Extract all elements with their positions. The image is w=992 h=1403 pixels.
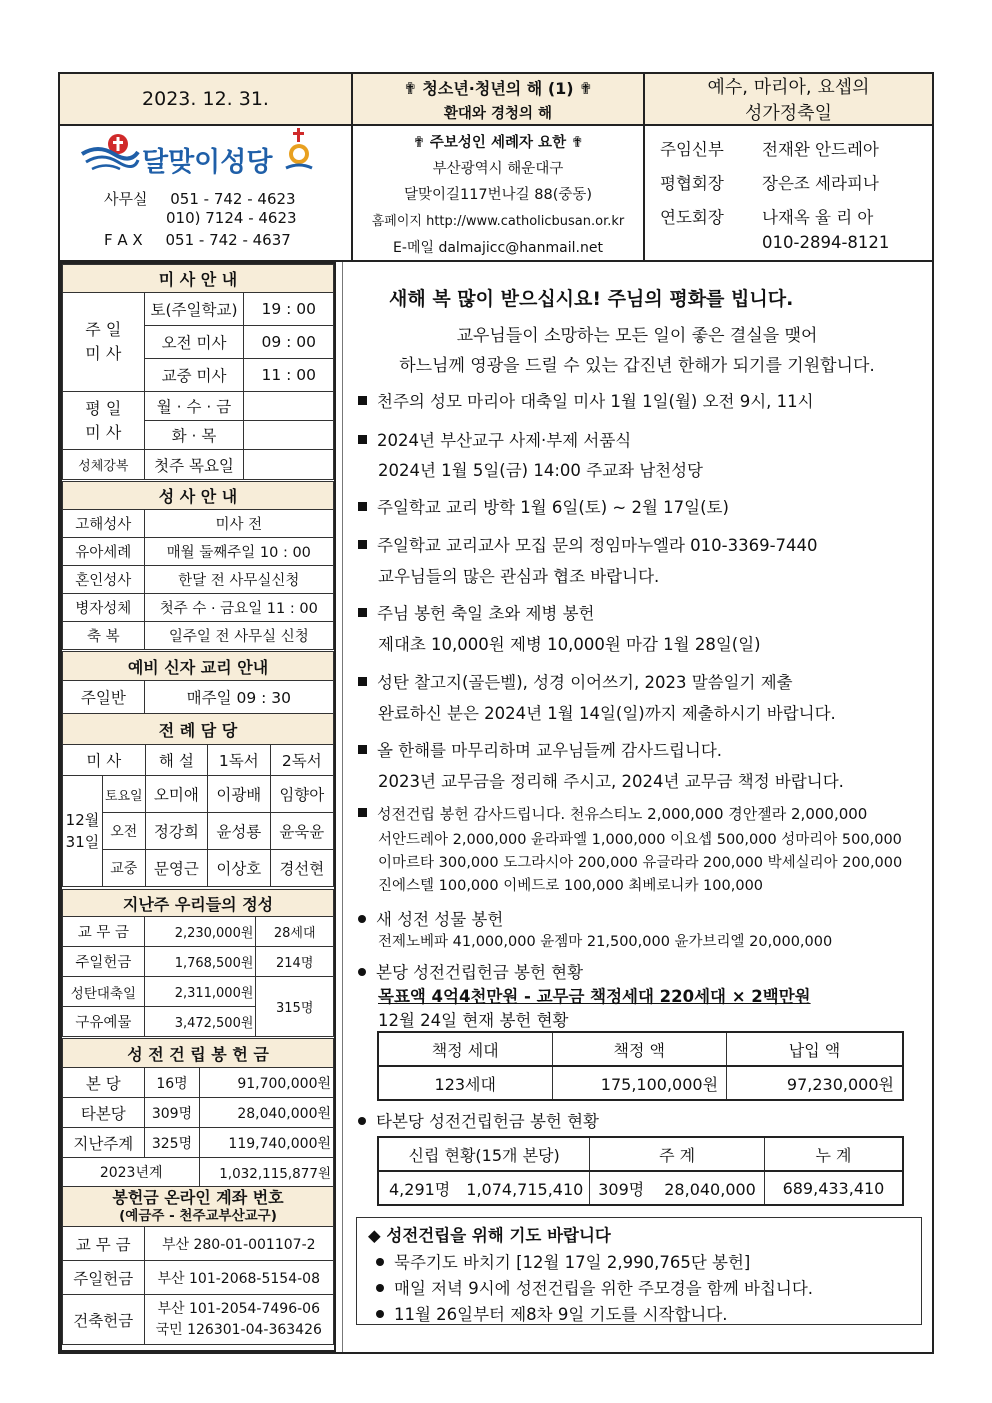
square-bullet-icon bbox=[358, 808, 367, 817]
offering-count: 214명 bbox=[256, 947, 334, 977]
sacrament-name: 축 복 bbox=[63, 622, 145, 650]
fund-value: 97,230,000원 bbox=[727, 1066, 903, 1100]
round-bullet-icon bbox=[376, 1258, 384, 1266]
parish-fund-table bbox=[377, 1031, 904, 1101]
offering-amount: 2,311,000원 bbox=[144, 977, 256, 1007]
year-theme-sub: 환대와 경청의 해 bbox=[443, 105, 553, 122]
adoration-label: 성체강복 bbox=[63, 450, 145, 480]
homepage-link[interactable]: 홈페이지 http://www.catholicbusan.or.kr bbox=[371, 214, 625, 229]
notice-item: 본당 성전건립헌금 봉헌 현황 bbox=[358, 959, 583, 983]
square-bullet-icon bbox=[358, 745, 367, 754]
mass-section-title: 미 사 안 내 bbox=[63, 265, 334, 293]
greeting-line1: 교우님들이 소망하는 모든 일이 좋은 결실을 맺어 bbox=[456, 326, 818, 346]
catechumen-section-title: 예비 신자 교리 안내 bbox=[63, 652, 334, 681]
prayer-item: 묵주기도 바치기 [12월 17일 2,990,765단 봉헌] bbox=[376, 1249, 750, 1273]
round-bullet-icon bbox=[376, 1310, 384, 1318]
greeting-line2: 하느님께 영광을 드릴 수 있는 갑진년 한해가 되기를 기원합니다. bbox=[399, 356, 875, 376]
staff-role: 연도회장 bbox=[660, 208, 724, 227]
staff-role: 평협회장 bbox=[660, 174, 724, 193]
mass-time: 11 : 00 bbox=[244, 359, 334, 392]
offering-name: 주일헌금 bbox=[63, 947, 145, 977]
notice-detail: 2023년 교무금을 정리해 주시고, 2024년 교무금 책정 바랍니다. bbox=[378, 772, 844, 791]
greeting-title: 새해 복 많이 받으십시요! 주님의 평화를 빕니다. bbox=[389, 288, 794, 310]
offering-amount: 3,472,500원 bbox=[144, 1007, 256, 1037]
square-bullet-icon bbox=[358, 502, 367, 511]
building-name: 타본당 bbox=[63, 1098, 145, 1128]
liturgy-reader1: 윤성룡 bbox=[208, 813, 270, 850]
weekday-days: 월 · 수 · 금 bbox=[144, 392, 244, 421]
fund-header: 책정 세대 bbox=[378, 1032, 552, 1066]
liturgy-mass: 교중 bbox=[102, 850, 145, 887]
offering-name: 구유예물 bbox=[63, 1007, 145, 1037]
sunday-mass-label: 주 일 미 사 bbox=[63, 293, 145, 392]
building-name: 지난주계 bbox=[63, 1128, 145, 1158]
notice-item: 성탄 찰고지(골든벨), 성경 이어쓰기, 2023 말씀일기 제출 bbox=[358, 669, 793, 693]
offering-count: 28세대 bbox=[256, 917, 334, 947]
adoration-empty bbox=[244, 450, 334, 480]
other-fund-value: 4,291명 1,074,715,410 bbox=[378, 1171, 590, 1205]
offering-count: 315명 bbox=[256, 977, 334, 1037]
prayer-item: 11월 26일부터 제8차 9일 기도를 시작합니다. bbox=[376, 1301, 728, 1325]
liturgy-header: 해 설 bbox=[145, 745, 207, 776]
address-line1: 부산광역시 해운대구 bbox=[432, 161, 564, 177]
donor-line: 진에스텔 100,000 이베드로 100,000 최베로니카 100,000 bbox=[378, 878, 764, 894]
accounts-section-title: 봉헌금 온라인 계좌 번호 (예금주 - 천주교부산교구) bbox=[63, 1187, 334, 1227]
square-bullet-icon bbox=[358, 396, 367, 405]
staff-phone: 010-2894-8121 bbox=[762, 233, 890, 252]
patron-saint: ✟ 주보성인 세례자 요한 ✟ bbox=[412, 135, 584, 151]
other-parish-fund-table bbox=[377, 1136, 904, 1206]
notice-item: 새 성전 성물 봉헌 bbox=[358, 906, 503, 930]
notice-item: 올 한해를 마무리하며 교우님들께 감사드립니다. bbox=[358, 737, 722, 761]
square-bullet-icon bbox=[358, 540, 367, 549]
liturgy-header: 미 사 bbox=[63, 745, 146, 776]
square-bullet-icon bbox=[358, 435, 367, 444]
notice-detail: 교우님들의 많은 관심과 협조 바랍니다. bbox=[378, 567, 660, 586]
liturgy-reader2: 윤욱윤 bbox=[270, 813, 333, 850]
liturgy-reader2: 임향아 bbox=[270, 776, 333, 813]
parish-name: 달맞이성당 bbox=[142, 147, 273, 178]
square-bullet-icon bbox=[358, 608, 367, 617]
staff-role: 주임신부 bbox=[660, 140, 724, 159]
building-target: 목표액 4억4천만원 - 교무금 책정세대 220세대 × 2백만원 bbox=[378, 987, 811, 1006]
offering-section-title: 지난주 우리들의 정성 bbox=[63, 890, 334, 917]
building-amount: 119,740,000원 bbox=[200, 1128, 334, 1158]
liturgy-header: 1독서 bbox=[208, 745, 270, 776]
liturgy-reader2: 경선현 bbox=[270, 850, 333, 887]
staff-name: 장은조 세라피나 bbox=[762, 174, 879, 193]
square-bullet-icon bbox=[358, 677, 367, 686]
mass-table bbox=[62, 264, 334, 480]
donor-line: 서안드레아 2,000,000 윤라파엘 1,000,000 이요셉 500,000 성마리아 500,000 bbox=[378, 832, 902, 848]
other-fund-header: 주 계 bbox=[590, 1137, 765, 1171]
fax-number: 051 - 742 - 4637 bbox=[165, 231, 291, 249]
adoration-value: 첫주 목요일 bbox=[144, 450, 244, 480]
offering-amount: 1,768,500원 bbox=[144, 947, 256, 977]
building-year-label: 2023년계 bbox=[63, 1158, 200, 1187]
sacrament-name: 혼인성사 bbox=[63, 566, 145, 594]
office-label: 사무실 bbox=[104, 190, 148, 208]
building-count: 16명 bbox=[144, 1068, 200, 1098]
date-text: 2023. 12. 31. bbox=[142, 88, 269, 110]
account-name: 주일헌금 bbox=[63, 1261, 145, 1295]
building-name: 본 당 bbox=[63, 1068, 145, 1098]
notice-detail: 제대초 10,000원 제병 10,000원 마감 1월 28일(일) bbox=[378, 635, 761, 654]
catechumen-value: 매주일 09 : 30 bbox=[144, 681, 333, 714]
fax-label: F A X bbox=[104, 231, 143, 249]
sacrament-value: 미사 전 bbox=[144, 510, 333, 538]
liturgy-section-title: 전 례 담 당 bbox=[63, 714, 334, 745]
building-status-date: 12월 24일 현재 봉헌 현황 bbox=[378, 1011, 569, 1030]
notice-detail: 2024년 1월 5일(금) 14:00 주교좌 남천성당 bbox=[378, 461, 703, 480]
account-name: 건축헌금 bbox=[63, 1295, 145, 1345]
notice-item: 주일학교 교리교사 모집 문의 정임마누엘라 010-3369-7440 bbox=[358, 532, 818, 556]
mass-name: 오전 미사 bbox=[144, 326, 244, 359]
sacraments-section-title: 성 사 안 내 bbox=[63, 482, 334, 510]
catechumen-table bbox=[62, 651, 334, 714]
sacrament-value: 한달 전 사무실신청 bbox=[144, 566, 333, 594]
sacrament-value: 매월 둘째주일 10 : 00 bbox=[144, 538, 333, 566]
weekday-time-empty bbox=[244, 421, 334, 450]
weekday-days: 화 · 목 bbox=[144, 421, 244, 450]
mass-name: 토(주일학교) bbox=[144, 293, 244, 326]
accounts-table bbox=[62, 1186, 334, 1345]
donor-line: 이마르타 300,000 도그라시아 200,000 유글라라 200,000 박세실리아 200,000 bbox=[378, 855, 903, 871]
mobile-phone: 010) 7124 - 4623 bbox=[166, 209, 297, 227]
sacrament-value: 첫주 수 · 금요일 11 : 00 bbox=[144, 594, 333, 622]
offering-table bbox=[62, 889, 334, 1037]
notice-item: 주일학교 교리 방학 1월 6일(토) ~ 2월 17일(토) bbox=[358, 494, 729, 518]
liturgy-commentator: 정강희 bbox=[145, 813, 207, 850]
sacrament-name: 유아세례 bbox=[63, 538, 145, 566]
address-line2: 달맞이길117번나길 88(중동) bbox=[403, 187, 593, 203]
email-link[interactable]: E-메일 dalmajicc@hanmail.net bbox=[393, 240, 603, 256]
building-year-amount: 1,032,115,877원 bbox=[200, 1158, 334, 1187]
liturgy-date: 12월 31일 bbox=[63, 776, 103, 887]
offering-amount: 2,230,000원 bbox=[144, 917, 256, 947]
round-bullet-icon bbox=[376, 1284, 384, 1292]
other-fund-header: 신립 현황(15개 본당) bbox=[378, 1137, 590, 1171]
staff-name: 전재완 안드레아 bbox=[762, 140, 879, 159]
notice-item: 천주의 성모 마리아 대축일 미사 1월 1일(월) 오전 9시, 11시 bbox=[358, 388, 814, 412]
notice-item: 타본당 성전건립헌금 봉헌 현황 bbox=[358, 1108, 599, 1132]
sacrament-name: 고해성사 bbox=[63, 510, 145, 538]
sacraments-table bbox=[62, 481, 334, 650]
liturgy-commentator: 오미애 bbox=[145, 776, 207, 813]
weekday-time-empty bbox=[244, 392, 334, 421]
donor-line: 전제노베파 41,000,000 윤젬마 21,500,000 윤가브리엘 20,000,000 bbox=[378, 934, 833, 950]
office-phone: 051 - 742 - 4623 bbox=[170, 190, 296, 208]
building-accounts: 부산 101-2054-7496-06 국민 126301-04-363426 bbox=[144, 1295, 333, 1345]
catechumen-label: 주일반 bbox=[63, 681, 145, 714]
other-fund-value: 689,433,410 bbox=[764, 1171, 903, 1205]
fund-header: 납입 액 bbox=[727, 1032, 903, 1066]
notice-detail: 완료하신 분은 2024년 1월 14일(일)까지 제출하시기 바랍니다. bbox=[378, 704, 836, 723]
round-bullet-icon bbox=[358, 1117, 366, 1125]
year-theme-title: ✟ 청소년·청년의 해 (1) ✟ bbox=[403, 78, 593, 98]
notice-item: 주님 봉헌 축일 초와 제병 봉헌 bbox=[358, 600, 595, 624]
prayer-item: 매일 저녁 9시에 성전건립을 위한 주모경을 함께 바칩니다. bbox=[376, 1275, 813, 1299]
mass-name: 교중 미사 bbox=[144, 359, 244, 392]
other-fund-header: 누 계 bbox=[764, 1137, 903, 1171]
mass-time: 19 : 00 bbox=[244, 293, 334, 326]
fund-header: 책정 액 bbox=[552, 1032, 727, 1066]
fund-value: 175,100,000원 bbox=[552, 1066, 727, 1100]
feast-line2: 성가정축일 bbox=[745, 103, 832, 124]
sacrament-name: 병자성체 bbox=[63, 594, 145, 622]
round-bullet-icon bbox=[358, 915, 366, 923]
account-number: 부산 280-01-001107-2 bbox=[144, 1227, 333, 1261]
building-count: 309명 bbox=[144, 1098, 200, 1128]
sacrament-value: 일주일 전 사무실 신청 bbox=[144, 622, 333, 650]
liturgy-mass: 토요일 bbox=[102, 776, 145, 813]
liturgy-reader1: 이광배 bbox=[208, 776, 270, 813]
weekday-mass-label: 평 일 미 사 bbox=[63, 392, 145, 450]
account-name: 교 무 금 bbox=[63, 1227, 145, 1261]
mass-time: 09 : 00 bbox=[244, 326, 334, 359]
building-section-title: 성 전 건 립 봉 헌 금 bbox=[63, 1039, 334, 1068]
liturgy-mass: 오전 bbox=[102, 813, 145, 850]
building-count: 325명 bbox=[144, 1128, 200, 1158]
liturgy-reader1: 이상호 bbox=[208, 850, 270, 887]
building-amount: 91,700,000원 bbox=[200, 1068, 334, 1098]
round-bullet-icon bbox=[358, 968, 366, 976]
building-amount: 28,040,000원 bbox=[200, 1098, 334, 1128]
fund-value: 123세대 bbox=[378, 1066, 552, 1100]
offering-name: 성탄대축일 bbox=[63, 977, 145, 1007]
notice-item: 성전건립 봉헌 감사드립니다. 천유스티노 2,000,000 경안젤라 2,000,000 bbox=[358, 803, 867, 824]
offering-name: 교 무 금 bbox=[63, 917, 145, 947]
other-fund-value: 309명 28,040,000 bbox=[590, 1171, 765, 1205]
liturgy-table bbox=[62, 713, 334, 887]
liturgy-commentator: 문영근 bbox=[145, 850, 207, 887]
building-fund-table bbox=[62, 1038, 334, 1187]
notice-item: 2024년 부산교구 사제·부제 서품식 bbox=[358, 427, 631, 451]
feast-line1: 예수, 마리아, 요셉의 bbox=[707, 77, 870, 98]
staff-name: 나재옥 율 리 아 bbox=[762, 208, 874, 227]
liturgy-header: 2독서 bbox=[270, 745, 333, 776]
prayer-title: ◆ 성전건립을 위해 기도 바랍니다 bbox=[368, 1226, 611, 1245]
account-number: 부산 101-2068-5154-08 bbox=[144, 1261, 333, 1295]
